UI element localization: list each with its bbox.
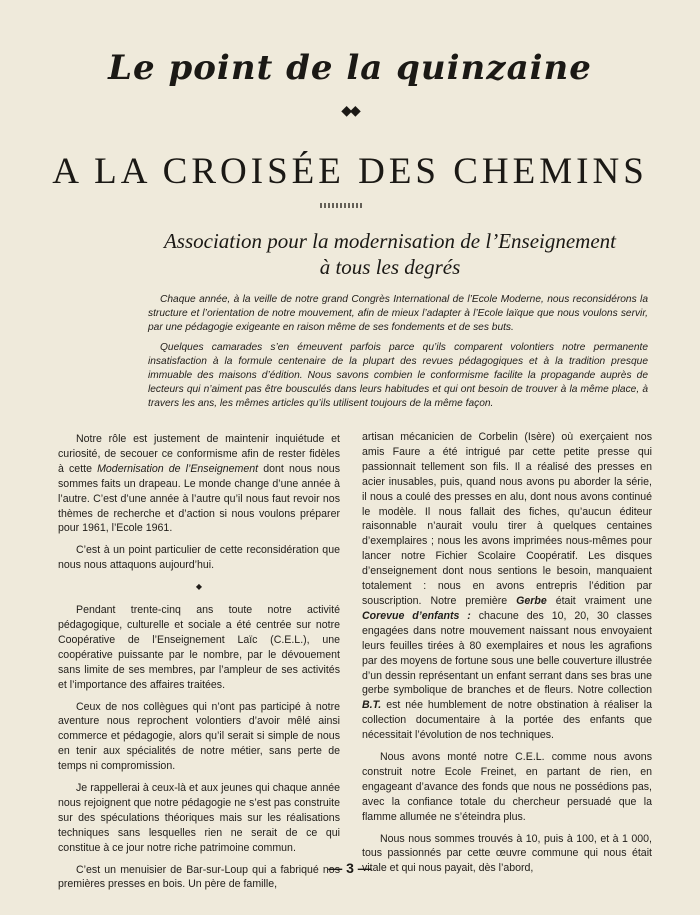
- section-separator: ◆: [195, 582, 203, 592]
- right-paragraph-2: Nous avons monté notre C.E.L. comme nous avons construit notre Ecole Freinet, en partant de rien, en engageant d’avance des fonds que nous ne possédions pas, avec la confiance totale du chercheur persuadé que la flamme allumée ne s’éteindra plus.: [362, 751, 652, 823]
- subtitle-line-2: à tous les degrés: [319, 255, 461, 279]
- text-run: chacune des 10, 20, 30 classes engagées dans notre mouvement naissant nous envoyaient leurs feuilles tirées à 80 exemplaires et nous les agrafions par des moyens de fortune sous une belle couverture illustrée d’un dessin représentant un enfant serrant dans ses bras une gerbe symbolique de branches et de fleurs. Notre collection: [362, 609, 652, 697]
- text-run: Notre rôle est justement de maintenir inquiétude et curiosité, de secouer ce conformisme afin de rester fidèles à cette: [58, 433, 340, 475]
- text-run: artisan mécanicien de Corbelin (Isère) où exerçaient nos amis Faure a été intrigué par cette petite presse qui passionnait tellement son fils. Il a réalisé des presses en acier inusables, puis, quand nous avons pu aborder la série, il nous a coulé des presses en alu, dont nous avons continué le modèle. Il nous fallait des fiches, qu’aucun éditeur raisonnable n’aurait voulu tirer à quelques centaines d’exemplaires ; nous les avons imprimées nous-mêmes pour lancer notre Fichier Scolaire Coopératif. Les disques d’enseignement dont nous sentions le besoin, manquaient totalement : nous en avons entrepris l’édition par souscription. Notre première: [362, 431, 652, 607]
- left-paragraph-5: Je rappellerai à ceux-là et aux jeunes qui chaque année nous rejoignent que notre pédagogie ne s’est pas construite sur des spéculations théoriques mais sur les réalisations techniques sans lesquelles rien ne serait de ce qui constitue à ce jour notre riche patrimoine commun.: [58, 782, 340, 854]
- left-paragraph-1: [58, 432, 340, 536]
- text-run: est née humblement de notre obstination à réaliser la collection documentaire à la portée des enfants que nécessitait l’évolution de nos techniques.: [362, 699, 652, 742]
- left-paragraph-3: Pendant trente-cinq ans toute notre activité pédagogique, culturelle et sociale a été centrée sur notre Coopérative de l’Enseignement Laïc (C.E.L.), une coopérative puissante par le nombre, par le dévouement sans limite de ses membres, par l’ampleur de ses activités et l’importance des affaires traitées.: [58, 604, 340, 691]
- text-run: dont nous nous sommes faits un drapeau. Le monde change d’une année à l’autre. C’est d’une année à l’autre qu’il nous faut revoir nos thèmes de recherche et d’action si nous voulons préparer pour 1961, l’Ecole 1961.: [58, 462, 340, 535]
- article-subtitle: [120, 228, 660, 280]
- right-paragraph-3: Nous nous sommes trouvés à 10, puis à 100, et à 1 000, tous passionnés par cette œuvre commune qui nous était vitale et qui nous payait, dès l’abord,: [362, 832, 652, 875]
- left-paragraph-6: C’est un menuisier de Bar-sur-Loup qui a fabriqué nos premières presses en bois. Un père de famille,: [58, 863, 340, 891]
- article-intro: [148, 293, 648, 417]
- subtitle-line-1: Association pour la modernisation de l’Enseignement: [163, 229, 617, 253]
- text-run: était vraiment une: [546, 594, 652, 607]
- emphasis-bt: B.T.: [362, 699, 382, 712]
- page-number: — 3 —: [328, 860, 372, 876]
- left-paragraph-4: Ceux de nos collègues qui n’ont pas participé à notre aventure nous reprochent volontiers d’avoir mêlé ainsi commerce et pédagogie, alors qu’il serait si simple de nous en tenir aux spécialités de notre métier, sans perte de temps ni compromission.: [58, 700, 340, 773]
- emphasis-corevue: Corevue d’enfants :: [362, 609, 471, 622]
- left-paragraph-2: C’est à un point particulier de cette reconsidération que nous nous attaquons aujourd’hui.: [58, 544, 340, 572]
- intro-paragraph-2: Quelques camarades s’en émeuvent parfois parce qu’ils comparent volontiers notre permanente insatisfaction à la formule centenaire de la plupart des revues pédagogiques et à la tradition presque immuable des maisons d’édition. Nous savons combien le conformisme facilite la propagande auprès de lecteurs qui n’aiment pas être bousculés dans leurs habitudes et qui ont besoin de trouver à la même place, à travers les ans, les mêmes articles qu’ils utilisent toujours de la même façon.: [148, 342, 648, 409]
- emphasis-modernisation: Modernisation de l’Enseignement: [97, 462, 259, 475]
- title-rule-ornament: [320, 203, 364, 208]
- right-paragraph-1: [362, 430, 652, 743]
- section-title: Le point de la quinzaine: [108, 48, 592, 88]
- emphasis-gerbe: Gerbe: [516, 594, 547, 607]
- left-column: [58, 432, 340, 899]
- diamond-ornament: ◆◆: [341, 102, 359, 118]
- article-title: A LA CROISÉE DES CHEMINS: [52, 151, 648, 192]
- intro-paragraph-1: Chaque année, à la veille de notre grand Congrès International de l’Ecole Moderne, nous reconsidérons la structure et l’orientation de notre mouvement, afin de mieux l’adapter à l’Ecole laïque que nous voulons servir, par une pédagogie exigeante en raison même de ses fondements et de ses buts.: [148, 294, 648, 333]
- right-column: [362, 430, 652, 883]
